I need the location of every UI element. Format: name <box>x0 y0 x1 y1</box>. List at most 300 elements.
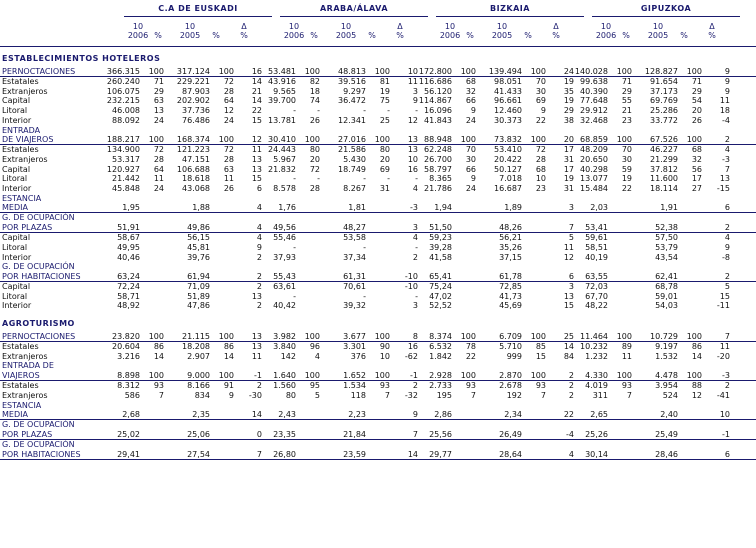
table-cell: 37,34 <box>343 252 366 262</box>
table-cell: 46.008 <box>112 106 140 116</box>
table-cell: 72 <box>309 164 320 174</box>
table-cell: 87.903 <box>182 86 210 96</box>
table-cell: 25,02 <box>117 429 140 439</box>
table-cell: 52,52 <box>429 301 452 311</box>
table-row <box>0 223 756 233</box>
row-label: Litoral <box>2 291 28 301</box>
table-row <box>0 96 756 105</box>
table-cell: 15 <box>251 115 262 125</box>
row-label: G. DE OCUPACIÓN <box>2 439 75 449</box>
table-cell: 260.240 <box>106 77 140 86</box>
table-cell: 232.215 <box>106 96 140 106</box>
column-header: % <box>310 31 318 40</box>
table-cell: 30 <box>621 154 632 164</box>
table-cell: 68 <box>535 164 546 174</box>
table-cell: 14 <box>153 351 164 361</box>
table-cell: 56 <box>691 164 702 174</box>
table-cell: 7 <box>256 449 262 459</box>
table-cell: 40,46 <box>117 252 140 262</box>
table-cell: 41.433 <box>494 86 522 96</box>
table-cell: 66 <box>465 96 476 106</box>
table-cell: 10 <box>379 351 390 361</box>
table-row <box>0 243 756 252</box>
table-cell: 6 <box>724 449 730 459</box>
table-cell: 9 <box>724 242 730 252</box>
table-cell: 5.710 <box>499 342 522 351</box>
table-cell: 366.315 <box>106 67 140 76</box>
table-cell: 95 <box>309 381 320 391</box>
table-cell: 21 <box>621 106 632 116</box>
table-row <box>0 106 756 115</box>
table-cell: -4 <box>566 429 574 439</box>
table-cell: 100 <box>304 371 320 381</box>
table-cell: 71,09 <box>187 281 210 291</box>
table-cell: 49,86 <box>187 223 210 233</box>
table-cell: 75,24 <box>429 281 452 291</box>
table-cell: 22 <box>251 106 262 116</box>
table-cell: 16.096 <box>424 106 452 116</box>
table-cell: 53.481 <box>268 67 296 76</box>
table-cell: 195 <box>436 390 452 400</box>
table-cell: 33.772 <box>650 115 678 125</box>
table-cell: 15 <box>535 351 546 361</box>
table-cell: 59,01 <box>655 291 678 301</box>
table-cell: 16 <box>407 342 418 351</box>
table-cell: 3.677 <box>343 332 366 341</box>
column-header: % <box>680 31 688 40</box>
table-cell: 58.797 <box>424 164 452 174</box>
table-cell: 88 <box>691 381 702 391</box>
table-cell: 55,46 <box>273 233 296 243</box>
table-cell: 12 <box>251 135 262 145</box>
table-cell: 100 <box>304 135 320 145</box>
table-cell: 72,03 <box>585 281 608 291</box>
table-cell: 72 <box>223 145 234 155</box>
table-cell: 39.700 <box>268 96 296 106</box>
row-label: POR PLAZAS <box>2 223 53 233</box>
table-cell: 100 <box>148 67 164 76</box>
table-cell: 63 <box>153 96 164 106</box>
table-cell: 29.912 <box>580 106 608 116</box>
table-cell: 100 <box>218 67 234 76</box>
table-cell: -1 <box>410 371 418 381</box>
table-cell: 3.954 <box>655 381 678 391</box>
row-label: Litoral <box>2 174 28 184</box>
row-label: ESTABLECIMIENTOS HOTELEROS <box>2 54 161 63</box>
table-cell: 63,55 <box>585 271 608 281</box>
table-row <box>0 165 756 174</box>
table-cell: 37,15 <box>499 252 522 262</box>
table-cell: 13 <box>251 164 262 174</box>
table-cell: 26 <box>309 115 320 125</box>
table-cell: - <box>317 174 320 184</box>
table-cell: 26.700 <box>424 154 452 164</box>
table-cell: 29,41 <box>117 449 140 459</box>
table-cell: 45.848 <box>112 184 140 193</box>
table-cell: 55 <box>621 96 632 106</box>
table-cell: 2 <box>724 223 730 233</box>
table-cell: 3.216 <box>117 351 140 361</box>
table-cell: 106.688 <box>176 164 210 174</box>
table-cell: 30,14 <box>585 449 608 459</box>
table-cell: 56,15 <box>187 233 210 243</box>
table-row <box>0 282 756 291</box>
table-cell: 10 <box>719 410 730 420</box>
table-cell: 7 <box>470 390 476 400</box>
table-cell: -3 <box>722 154 730 164</box>
table-cell: 63,61 <box>273 281 296 291</box>
table-cell: 16.687 <box>494 184 522 193</box>
column-header: 10 2005 <box>647 22 669 40</box>
table-cell: 2 <box>256 301 262 311</box>
table-cell: 13 <box>251 332 262 341</box>
table-cell: 28 <box>535 154 546 164</box>
column-header: Δ % <box>396 22 404 40</box>
table-cell: 14 <box>691 351 702 361</box>
table-cell: - <box>415 291 418 301</box>
table-cell: 73.832 <box>494 135 522 145</box>
table-row <box>0 420 756 429</box>
table-cell: 11 <box>153 174 164 184</box>
row-label: VIAJEROS <box>2 371 40 381</box>
table-cell: 3.301 <box>343 342 366 351</box>
table-cell: 9 <box>470 174 476 184</box>
row-label: Litoral <box>2 242 28 252</box>
table-cell: 59 <box>621 164 632 174</box>
table-cell: 63 <box>223 164 234 174</box>
table-cell: 55,43 <box>273 271 296 281</box>
table-cell: 27,54 <box>187 449 210 459</box>
table-cell: 8.267 <box>343 184 366 193</box>
table-cell: 11 <box>251 351 262 361</box>
table-cell: 47,02 <box>429 291 452 301</box>
row-label: DE VIAJEROS <box>2 135 54 145</box>
table-cell: - <box>363 106 366 116</box>
table-cell: 100 <box>686 135 702 145</box>
table-cell: 9.297 <box>343 86 366 96</box>
table-cell: 53.410 <box>494 145 522 155</box>
table-cell: 21 <box>251 86 262 96</box>
table-cell: 21.786 <box>424 184 452 193</box>
row-label: POR PLAZAS <box>2 429 53 439</box>
table-cell: 6.709 <box>499 332 522 341</box>
table-row <box>0 87 756 96</box>
table-cell: 62,41 <box>655 271 678 281</box>
table-cell: 80 <box>379 145 390 155</box>
table-cell: 100 <box>460 371 476 381</box>
row-label: ENTRADA DE <box>2 361 54 371</box>
table-cell: 2 <box>256 271 262 281</box>
table-cell: 18.208 <box>182 342 210 351</box>
table-cell: 49,56 <box>273 223 296 233</box>
table-cell: 10.729 <box>650 332 678 341</box>
table-row <box>0 233 756 242</box>
table-cell: 4.330 <box>585 371 608 381</box>
table-cell: 100 <box>616 67 632 76</box>
table-cell: - <box>387 174 390 184</box>
table-cell: 25,56 <box>429 429 452 439</box>
table-cell: 2,03 <box>590 203 608 213</box>
table-cell: 29,77 <box>429 449 452 459</box>
table-cell: 13 <box>719 174 730 184</box>
table-cell: 23 <box>621 115 632 125</box>
table-cell: 834 <box>194 390 210 400</box>
table-cell: 20.604 <box>112 342 140 351</box>
table-cell: 100 <box>460 135 476 145</box>
table-cell: 30.410 <box>268 135 296 145</box>
table-cell: 70,61 <box>343 281 366 291</box>
table-cell: 1.560 <box>273 381 296 391</box>
table-cell: 20 <box>691 106 702 116</box>
column-header: 10 2005 <box>179 22 201 40</box>
table-cell: 13.781 <box>268 115 296 125</box>
table-cell: 100 <box>616 371 632 381</box>
table-cell: 311 <box>592 390 608 400</box>
table-cell: 19 <box>621 174 632 184</box>
table-cell: 4 <box>256 233 262 243</box>
table-cell: 37.736 <box>182 106 210 116</box>
table-cell: - <box>293 291 296 301</box>
table-cell: 2.870 <box>499 371 522 381</box>
table-cell: 40,19 <box>585 252 608 262</box>
table-cell: 58,51 <box>585 242 608 252</box>
table-cell: 9 <box>412 96 418 106</box>
table-cell: 4 <box>412 233 418 243</box>
table-cell: 121.223 <box>176 145 210 155</box>
column-header: 10 2006 <box>127 22 149 40</box>
table-cell: 72,24 <box>117 281 140 291</box>
table-cell: 25,26 <box>585 429 608 439</box>
table-row <box>0 332 756 342</box>
column-header: Δ % <box>708 22 716 40</box>
table-cell: 6 <box>568 271 574 281</box>
table-row <box>0 450 756 460</box>
table-cell: 28,46 <box>655 449 678 459</box>
table-cell: 10 <box>407 67 418 76</box>
table-cell: 100 <box>374 332 390 341</box>
table-cell: 64 <box>223 96 234 106</box>
table-cell: 99.638 <box>580 77 608 86</box>
table-cell: 65,41 <box>429 271 452 281</box>
table-cell: 2 <box>724 135 730 145</box>
table-cell: 53,58 <box>343 233 366 243</box>
row-label: Interior <box>2 115 32 125</box>
table-cell: 1.232 <box>585 351 608 361</box>
table-cell: 93 <box>465 381 476 391</box>
table-cell: 21.299 <box>650 154 678 164</box>
table-cell: 23,35 <box>273 429 296 439</box>
table-cell: 25 <box>563 332 574 341</box>
table-cell: 13 <box>251 342 262 351</box>
table-cell: -3 <box>722 371 730 381</box>
table-cell: 61,94 <box>187 271 210 281</box>
row-label: Interior <box>2 184 32 193</box>
table-cell: 1.532 <box>655 351 678 361</box>
row-label: G. DE OCUPACIÓN <box>2 420 75 430</box>
table-cell: 76.486 <box>182 115 210 125</box>
table-cell: 20 <box>563 135 574 145</box>
table-cell: 37,93 <box>273 252 296 262</box>
table-cell: - <box>415 106 418 116</box>
table-cell: 2 <box>724 381 730 391</box>
table-cell: 91.654 <box>650 77 678 86</box>
table-cell: 23 <box>535 184 546 193</box>
table-cell: 69 <box>535 96 546 106</box>
table-cell: 68.859 <box>580 135 608 145</box>
row-label: ENTRADA <box>2 125 41 135</box>
table-cell: 22 <box>621 184 632 193</box>
table-cell: 86 <box>153 342 164 351</box>
table-cell: 18 <box>719 106 730 116</box>
table-cell: 9.197 <box>655 342 678 351</box>
table-cell: 51,91 <box>117 223 140 233</box>
table-cell: 28 <box>309 184 320 193</box>
table-cell: 3.982 <box>273 332 296 341</box>
table-cell: -15 <box>716 184 730 193</box>
table-cell: 13 <box>251 291 262 301</box>
table-cell: 18.749 <box>338 164 366 174</box>
row-label: Capital <box>2 96 31 106</box>
table-cell: 14 <box>223 351 234 361</box>
table-cell: - <box>363 174 366 184</box>
table-cell: 128.827 <box>644 67 678 76</box>
table-cell: -11 <box>716 301 730 311</box>
table-cell: 229.221 <box>176 77 210 86</box>
table-cell: 28 <box>223 154 234 164</box>
table-cell: 29 <box>621 86 632 96</box>
table-cell: -8 <box>722 252 730 262</box>
table-cell: 4 <box>568 449 574 459</box>
table-cell: 67,70 <box>585 291 608 301</box>
table-cell: 91 <box>223 381 234 391</box>
table-row <box>0 272 756 282</box>
table-cell: 12 <box>223 106 234 116</box>
row-label: Extranjeros <box>2 351 48 361</box>
table-cell: 51,89 <box>187 291 210 301</box>
row-label: Estatales <box>2 145 39 155</box>
table-cell: 202.902 <box>176 96 210 106</box>
table-cell: 93 <box>535 381 546 391</box>
table-cell: 28,64 <box>499 449 522 459</box>
table-cell: - <box>363 291 366 301</box>
table-cell: 38 <box>563 115 574 125</box>
table-cell: 14 <box>251 96 262 106</box>
table-cell: 10 <box>407 154 418 164</box>
table-cell: 13 <box>407 135 418 145</box>
table-cell: 31 <box>563 154 574 164</box>
table-cell: 8.898 <box>117 371 140 381</box>
table-cell: 10 <box>535 174 546 184</box>
table-row <box>0 126 756 135</box>
table-row <box>0 155 756 164</box>
table-cell: 118 <box>350 390 366 400</box>
table-cell: 96 <box>309 342 320 351</box>
table-cell: 31 <box>563 184 574 193</box>
table-cell: 100 <box>148 135 164 145</box>
column-header: 10 2006 <box>283 22 305 40</box>
table-row <box>0 213 756 222</box>
table-cell: 8.312 <box>117 381 140 391</box>
table-cell: 11 <box>719 96 730 106</box>
table-cell: 15.484 <box>580 184 608 193</box>
table-cell: 18.618 <box>182 174 210 184</box>
row-label: Interior <box>2 252 32 262</box>
row-label: Capital <box>2 281 31 291</box>
table-cell: 586 <box>124 390 140 400</box>
table-cell: -4 <box>722 115 730 125</box>
table-cell: 22 <box>563 410 574 420</box>
table-cell: 10.232 <box>580 342 608 351</box>
table-cell: 84 <box>563 351 574 361</box>
table-cell: 40,42 <box>273 301 296 311</box>
table-cell: 5.430 <box>343 154 366 164</box>
table-cell: 8 <box>412 332 418 341</box>
header-divider <box>0 46 756 47</box>
table-cell: 24.443 <box>268 145 296 155</box>
table-cell: 100 <box>530 371 546 381</box>
column-header: % <box>524 31 532 40</box>
row-label: Estatales <box>2 381 39 391</box>
table-cell: 45,81 <box>187 242 210 252</box>
table-cell: 46.227 <box>650 145 678 155</box>
table-cell: -20 <box>716 351 730 361</box>
table-cell: 7 <box>724 332 730 341</box>
row-label: Extranjeros <box>2 86 48 96</box>
table-cell: 2 <box>256 281 262 291</box>
table-cell: 32 <box>465 86 476 96</box>
table-cell: 3 <box>412 301 418 311</box>
table-cell: 3 <box>568 281 574 291</box>
table-cell: 21.442 <box>112 174 140 184</box>
table-cell: 18 <box>309 86 320 96</box>
column-header: Δ % <box>240 22 248 40</box>
table-cell: 11 <box>407 77 418 86</box>
table-cell: 54,03 <box>655 301 678 311</box>
table-row <box>0 67 756 77</box>
table-cell: 18.114 <box>650 184 678 193</box>
table-cell: 71 <box>621 77 632 86</box>
table-cell: 100 <box>686 332 702 341</box>
row-label: G. DE OCUPACIÓN <box>2 262 75 272</box>
table-cell: 9 <box>412 410 418 420</box>
table-cell: 69.769 <box>650 96 678 106</box>
table-cell: 24 <box>153 184 164 193</box>
table-cell: 24 <box>223 115 234 125</box>
table-cell: 19 <box>563 96 574 106</box>
table-cell: 31 <box>379 184 390 193</box>
table-cell: -32 <box>404 390 418 400</box>
column-header: % <box>368 31 376 40</box>
table-cell: 59,61 <box>585 233 608 243</box>
table-cell: 2 <box>724 271 730 281</box>
table-cell: 23,59 <box>343 449 366 459</box>
table-cell: 72 <box>153 145 164 155</box>
table-cell: 49,95 <box>117 242 140 252</box>
table-cell: 23.820 <box>112 332 140 341</box>
table-cell: 17 <box>691 174 702 184</box>
table-cell: - <box>415 174 418 184</box>
table-cell: 39,76 <box>187 252 210 262</box>
region-header: BIZKAIA <box>436 2 584 17</box>
table-cell: 19 <box>379 86 390 96</box>
table-cell: 30.373 <box>494 115 522 125</box>
table-cell: 142 <box>280 351 296 361</box>
table-cell: 14 <box>407 449 418 459</box>
table-cell: 20.650 <box>580 154 608 164</box>
table-cell: 2.907 <box>187 351 210 361</box>
table-cell: 2.678 <box>499 381 522 391</box>
table-cell: 11 <box>251 145 262 155</box>
